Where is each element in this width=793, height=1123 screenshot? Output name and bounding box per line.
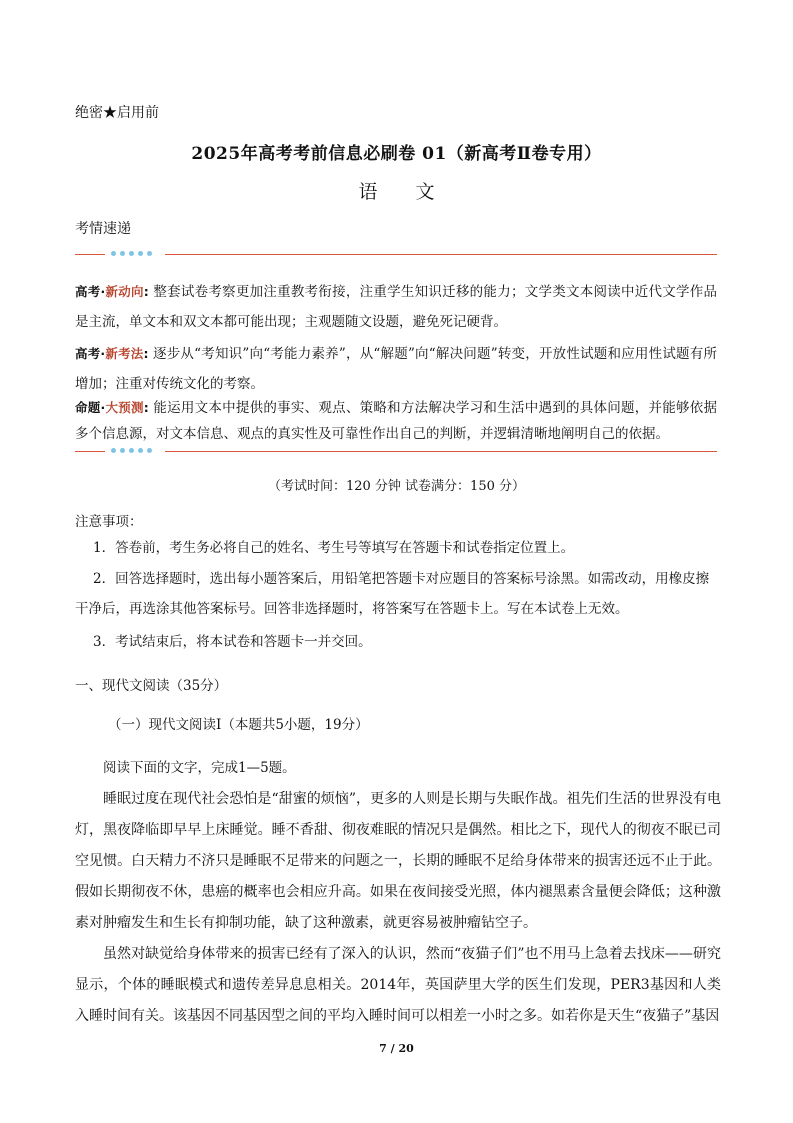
info-label-highlight: 新考法 [105, 346, 144, 361]
section-subheading: （一）现代文阅读Ⅰ（本题共5小题，19分） [108, 717, 369, 733]
bottom-divider [75, 446, 717, 458]
info-text: 逐步从“考知识”向“考能力素养”，从“解题”向“解决问题”转变，开放性试题和应用性试题有所增加；注重对传统文化的考察。 [75, 346, 717, 392]
top-divider [75, 249, 717, 261]
info-label-prefix: 高考· [75, 346, 106, 361]
info-new-method: 高考·新考法: 逐步从“考知识”向“考能力素养”，从“解题”向“解决问题”转变，开放性试题和应用性试题有所增加；注重对传统文化的考察。 [75, 346, 717, 392]
info-label-prefix: 命题· [75, 400, 106, 415]
notice-item: 2．回答选择题时，选出每小题答案后，用铅笔把答题卡对应题目的答案标号涂黑。如需改动，用橡皮擦干净后，再选涂其他答案标号。回答非选择题时，将答案写在答题卡上。写在本试卷上无效。 [75, 571, 710, 617]
reading-paragraph: 虽然对缺觉给身体带来的损害已经有了深入的认识，然而“夜猫子们”也不用马上急着去找床——研究显示，个体的睡眠模式和遗传差异息息相关。2014年，英国萨里大学的医生们发现，PER3基因和人类入睡时间有关。该基因不同基因型之间的平均入睡时间可以相差一小时之多。如若你是天生“夜猫子”基因 [75, 946, 721, 1024]
notice-item: 1．答卷前，考生务必将自己的姓名、考生号等填写在答题卡和试卷指定位置上。 [93, 540, 575, 556]
reading-instruction: 阅读下面的文字，完成1—5题。 [103, 760, 296, 776]
info-prediction: 命题·大预测: 能运用文本中提供的事实、观点、策略和方法解决学习和生活中遇到的具体问题，并能够依据多个信息源，对文本信息、观点的真实性及可靠性作出自己的判断，并逻辑清晰地阐明自己的依据。 [75, 400, 718, 442]
exam-time-info: （考试时间：120 分钟 试卷满分：150 分） [267, 479, 526, 494]
section-heading: 一、现代文阅读（35分） [75, 678, 228, 694]
section-label: 考情速递 [75, 221, 131, 237]
page-number: 7 / 20 [379, 1042, 414, 1055]
info-label-prefix: 高考· [75, 284, 106, 299]
exam-title: 2025年高考考前信息必刷卷 01（新高考Ⅱ卷专用） [191, 144, 602, 164]
info-text: 能运用文本中提供的事实、观点、策略和方法解决学习和生活中遇到的具体问题，并能够依据多个信息源，对文本信息、观点的真实性及可靠性作出自己的判断，并逻辑清晰地阐明自己的依据。 [75, 400, 718, 442]
reading-paragraph: 睡眠过度在现代社会恐怕是“甜蜜的烦恼”，更多的人则是长期与失眠作战。祖先们生活的世界没有电灯，黑夜降临即早早上床睡觉。睡不香甜、彻夜难眠的情况只是偶然。相比之下，现代人的彻夜不眠已司空见惯。白天精力不济只是睡眠不足带来的问题之一，长期的睡眠不足给身体带来的损害还远不止于此。假如长期彻夜不休，患癌的概率也会相应升高。如果在夜间接受光照，体内褪黑素含量便会降低；这种激素对肿瘤发生和生长有抑制功能，缺了这种激素，就更容易被肿瘤钻空子。 [75, 791, 721, 931]
info-label-highlight: 大预测 [105, 400, 144, 415]
info-new-trend: 高考·新动向: 整套试卷考察更加注重教考衔接，注重学生知识迁移的能力；文学类文本阅读中近代文学作品是主流，单文本和双文本都可能出现；主观题随文设题，避免死记硬背。 [75, 284, 718, 330]
confidential-label: 绝密★启用前 [75, 105, 159, 121]
subject-title: 语 文 [358, 181, 451, 203]
info-text: 整套试卷考察更加注重教考衔接，注重学生知识迁移的能力；文学类文本阅读中近代文学作品是主流，单文本和双文本都可能出现；主观题随文设题，避免死记硬背。 [75, 284, 718, 330]
notice-item: 3．考试结束后，将本试卷和答题卡一并交回。 [93, 634, 372, 650]
notice-title: 注意事项： [75, 514, 143, 530]
info-label-highlight: 新动向 [105, 284, 144, 299]
